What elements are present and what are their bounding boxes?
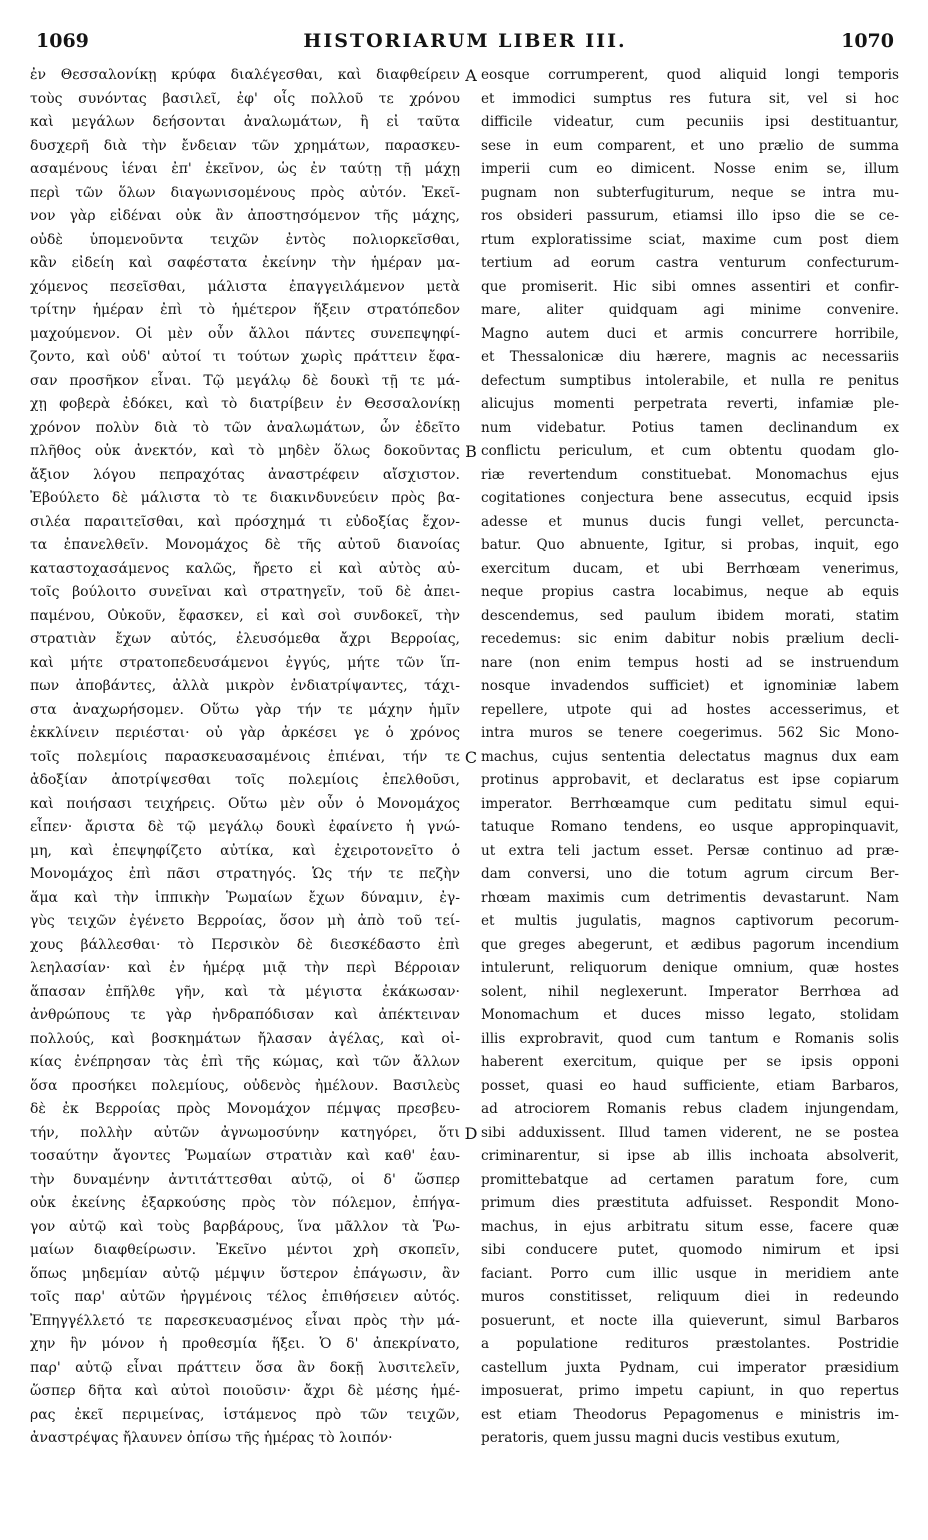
latin-text-line: nosque invadendos sufficiet) et ignominiæ labem — [481, 678, 899, 694]
latin-text-line: num videbatur. Potius tamen declinandum ex — [481, 419, 899, 436]
section-marker-b: B — [465, 442, 477, 461]
greek-text-line: μαχούμενον. Οἱ μὲν οὖν ἄλλοι πάντες συνεπεψηφί- — [30, 325, 460, 342]
latin-text-line: imperii cum eo dimicent. Nosse enim se, illum — [481, 161, 899, 177]
greek-text-line: καὶ ποιήσασι τειχήρεις. Οὕτω μὲν οὖν ὁ Μονομάχος — [30, 795, 460, 812]
latin-text-line: machus, in ejus arbitratu situm esse, facere quæ — [481, 1218, 899, 1235]
latin-text-line: sibi adduxissent. Illud tamen viderent, ne se postea — [481, 1124, 899, 1141]
latin-text-line: pugnam non subterfugiturum, neque se intra mu- — [481, 184, 899, 201]
greek-text-line: πλῆθος οὐκ ἀνεκτόν, καὶ τὸ μηδὲν ὅλως δοκοῦντας — [30, 443, 460, 459]
greek-text-line: στα ἀναχωρήσομεν. Οὕτω γὰρ τήν τε μάχην ἡμῖν — [30, 701, 460, 718]
greek-text-line: δυσχερῆ διὰ τὴν ἔνδειαν τῶν χρημάτων, παρασκευ- — [30, 137, 460, 154]
latin-text-line: descendemus, sed paulum ibidem morati, statim — [481, 607, 899, 624]
greek-text-line: τοῖς παρ' αὐτῶν ἠργμένοις τέλος ἐπιθήσειεν αὐτός. — [30, 1289, 460, 1305]
greek-text-line: εἶπεν· ἄριστα δὲ τῷ μεγάλῳ δουκὶ ἐφαίνετο ἡ γνώ- — [30, 819, 460, 835]
greek-text-line: καὶ μεγάλων δεήσονται ἀναλωμάτων, ἢ εἰ ταῦτα — [30, 114, 460, 130]
latin-text-line: sese in eum comparent, et uno prælio de summa — [481, 137, 899, 154]
latin-text-line: solent, nihil neglexerunt. Imperator Berrhœa ad — [481, 983, 899, 1000]
latin-text-line: posuerunt, et nocte illa quieverunt, simul Barbaros — [481, 1312, 899, 1329]
greek-text-line: ἄξιον λόγου πεπραχότας ἀναστρέφειν αἴσχιστον. — [30, 466, 460, 483]
greek-text-line: τρίτην ἡμέραν ἐπὶ τὸ ἡμέτερον ἥξειν στρατόπεδον — [30, 302, 460, 318]
section-marker-d: D — [464, 1124, 478, 1143]
greek-text-line: οὐκ ἐκείνης ἐξαρκούσης πρὸς τὸν πόλεμον, ἐπήγα- — [30, 1195, 460, 1211]
greek-text-line: μη, καὶ ἐπεψηφίζετο αὐτίκα, καὶ ἐχειροτονεῖτο ὁ — [30, 842, 460, 859]
latin-text-line: que greges abegerunt, et ædibus pagorum incendium — [481, 936, 899, 953]
greek-text-line: νον γὰρ εἰδέναι οὐκ ἂν ἀποστησόμενον τῆς μάχης, — [30, 208, 460, 224]
latin-text-line: defectum sumptibus intolerabile, et nulla re penitus — [481, 372, 899, 389]
latin-text-line: exercitum ducam, et ubi Berrhœam venerimus, — [481, 560, 899, 577]
greek-text-line: ρας ἐκεῖ περιμείνας, ἱστάμενος πρὸ τῶν τειχῶν, — [30, 1406, 460, 1423]
greek-text-line: Μονομάχος ἐπὶ πᾶσι στρατηγός. Ὡς τήν τε πεζὴν — [30, 866, 460, 882]
latin-text-line: rtum exploratissime sciat, maxime cum post diem — [481, 231, 899, 248]
page-header — [36, 30, 894, 60]
greek-text-line: παμένου, Οὐκοῦν, ἔφασκεν, εἰ καὶ σοὶ συνδοκεῖ, τὴν — [30, 607, 460, 624]
latin-text-line: haberent exercitum, quique per se ipsis opponi — [481, 1054, 899, 1070]
latin-text-line: que promiserit. Hic sibi omnes assentiri et confir- — [481, 278, 899, 295]
greek-text-line: μαίων διαφθείρωσιν. Ἐκεῖνο μέντοι χρὴ σκοπεῖν, — [30, 1242, 460, 1258]
greek-text-line: καταστοχασάμενος καλῶς, ἤρετο εἰ καὶ αὐτὸς αὐ- — [30, 560, 460, 577]
running-title: HISTORIARUM LIBER III. — [303, 30, 627, 52]
greek-text-line: ἀναστρέψας ἤλαυνεν ὀπίσω τῆς ἡμέρας τὸ λοιπόν· — [30, 1430, 393, 1446]
greek-text-line: ἐν Θεσσαλονίκῃ κρύφα διαλέγεσθαι, καὶ διαφθείρειν — [30, 67, 460, 83]
greek-text-column — [30, 64, 460, 1451]
latin-text-line: primum dies præstituta adfuisset. Respondit Mono- — [481, 1195, 899, 1211]
latin-text-line: alicujus momenti perpetrata reverti, infamiæ ple- — [481, 396, 899, 412]
greek-text-line: πολλούς, καὶ βοσκημάτων ἤλασαν ἀγέλας, καὶ οἰ- — [30, 1030, 460, 1047]
greek-text-line: τὴν δυναμένην ἀντιτάττεσθαι αὐτῷ, οἱ δ' ὥσπερ — [30, 1171, 460, 1188]
greek-text-line: Ἐβούλετο δὲ μάλιστα τὸ τε διακινδυνεύειν πρὸς βα- — [30, 490, 460, 506]
greek-text-line: τήν, πολλὴν αὐτῶν ἀγνωμοσύνην κατηγόρει, ὅτι — [30, 1124, 460, 1141]
greek-text-line: τοὺς συνόντας βασιλεῖ, ἐφ' οἷς πολλοῦ τε χρόνου — [30, 90, 460, 107]
greek-text-line: οὐδὲ ὑπομενοῦντα τειχῶν ἐντὸς πολιορκεῖσθαι, — [30, 231, 460, 248]
left-page-number: 1069 — [36, 30, 89, 52]
latin-text-line: intulerunt, reliquorum denique omnium, quæ hostes — [481, 960, 899, 976]
latin-text-line: conflictu periculum, et cum obtentu quodam glo- — [481, 443, 899, 459]
latin-text-line: neque propius castra locabimus, neque ab equis — [481, 584, 899, 600]
latin-text-line: promittebatque ad certamen paratum fore, cum — [481, 1171, 899, 1188]
latin-text-line: ros obsideri passurum, etiamsi illo ipso die se ce- — [481, 208, 899, 224]
greek-text-line: ἀνθρώπους τε γὰρ ἠνδραπόδισαν καὶ ἀπέκτειναν — [30, 1007, 460, 1023]
right-page-number: 1070 — [841, 30, 894, 52]
latin-text-line: machus, cujus sententia delectatus magnus dux eam — [481, 748, 899, 765]
greek-text-line: τοῖς βούλοιτο συνεῖναι καὶ στρατηγεῖν, τοῦ δὲ ἀπει- — [30, 584, 460, 600]
latin-text-line: tatuque Romano tendens, eo usque appropinquavit, — [481, 819, 899, 835]
section-marker-c: C — [464, 748, 478, 767]
latin-text-line: a populatione redituros præstolantes. Postridie — [481, 1336, 899, 1352]
latin-text-line: ad atrociorem Romanis rebus cladem injungendam, — [481, 1101, 899, 1117]
latin-text-line: Magno autem duci et armis concurrere horribile, — [481, 325, 899, 342]
greek-text-line: ἐκκλίνειν περιέσται· οὐ γὰρ ἀρκέσει γε ὁ χρόνος — [30, 725, 460, 741]
latin-text-line: castellum juxta Pydnam, cui imperator præsidium — [481, 1359, 899, 1376]
greek-text-line: τοσαύτην ἄγοντες Ῥωμαίων στρατιὰν καὶ καθ' ἑαυ- — [30, 1148, 460, 1164]
greek-text-line: γὺς τειχῶν ἐγένετο Βερροίας, ὅσον μὴ ἀπὸ τοῦ τεί- — [30, 913, 460, 929]
greek-text-line: τα ἐπανελθεῖν. Μονομάχος δὲ τῆς αὐτοῦ διανοίας — [30, 537, 460, 553]
latin-text-line: Monomachum et duces misso legato, stolidam — [481, 1007, 899, 1023]
greek-text-line: γον αὐτῷ καὶ τοὺς βαρβάρους, ἵνα μᾶλλον τὰ Ῥω- — [30, 1218, 460, 1235]
latin-text-line: mare, aliter quidquam agi minime convenire. — [481, 302, 899, 318]
greek-text-line: ὅσα προσήκει πολεμίους, οὐδενὸς ἠμέλουν. Βασιλεὺς — [30, 1077, 460, 1094]
greek-text-line: χῃ φοβερὰ ἐδόκει, καὶ τὸ διατρίβειν ἐν Θεσσαλονίκῃ — [30, 396, 460, 412]
latin-text-line: peratoris, quem jussu magni ducis vestibus exutum, — [481, 1430, 841, 1446]
greek-text-line: χην ἣν μόνον ἡ προθεσμία ἥξει. Ὁ δ' ἀπεκρίνατο, — [30, 1336, 460, 1352]
latin-text-line: protinus approbavit, et declaratus est ipse copiarum — [481, 772, 899, 788]
greek-text-line: πων ἀποβάντες, ἀλλὰ μικρὸν ἐνδιατρίψαντες, τάχι- — [30, 678, 460, 694]
latin-text-line: sibi conducere putet, quomodo nimirum et ipsi — [481, 1242, 899, 1258]
greek-text-line: Ἐπηγγέλλετό τε παρεσκευασμένος εἶναι πρὸς τὴν μά- — [30, 1312, 460, 1329]
latin-text-line: adesse et munus ducis fungi vellet, percuncta- — [481, 513, 899, 530]
greek-text-line: ἅπασαν ἐπῆλθε γῆν, καὶ τὰ μέγιστα ἐκάκωσαν· — [30, 983, 460, 1000]
greek-text-line: ασαμένους ἰέναι ἐπ' ἐκεῖνον, ὡς ἐν ταύτῃ τῇ μάχῃ — [30, 161, 460, 177]
greek-text-line: ἀδοξίαν ἀποτρίψεσθαι τοῖς πολεμίοις ἐπελθοῦσι, — [30, 772, 460, 788]
greek-text-line: παρ' αὐτῷ εἶναι πράττειν ὅσα ἂν δοκῇ λυσιτελεῖν, — [30, 1359, 460, 1376]
latin-text-line: rhœam maximis cum detrimentis devastarunt. Nam — [481, 889, 899, 906]
latin-text-line: illis exprobravit, quod cum tantum e Romanis solis — [481, 1030, 899, 1047]
latin-text-line: difficile videatur, cum pecuniis ipsi destituantur, — [481, 114, 899, 130]
greek-text-line: χρόνον πολὺν διὰ τὸ τῶν ἀναλωμάτων, ὧν ἐδεῖτο — [30, 419, 460, 436]
greek-text-line: κίας ἐνέπρησαν τὰς ἐπὶ τῆς κώμας, καὶ τῶν ἄλλων — [30, 1054, 460, 1070]
latin-text-line: imperator. Berrhœamque cum peditatu simul equi- — [481, 795, 899, 812]
section-marker-a: A — [465, 66, 477, 85]
latin-text-line: muros constitisset, reliquum diei in redeundo — [481, 1289, 899, 1305]
greek-text-line: σιλέα παραιτεῖσθαι, καὶ πρόσχημά τι εὐδοξίας ἔχον- — [30, 513, 460, 530]
greek-text-line: χόμενος πεσεῖσθαι, μάλιστα ἐπαγγειλάμενον μετὰ — [30, 278, 460, 295]
greek-text-line: ζοντο, καὶ οὐδ' αὐτοί τι τούτων χωρὶς πράττειν ἔφα- — [30, 349, 460, 365]
latin-text-line: est etiam Theodorus Pepagomenus e ministris im- — [481, 1406, 899, 1423]
latin-text-line: criminarentur, si ipse ab illis inchoata absolverit, — [481, 1148, 899, 1164]
latin-text-line: intra muros se tenere coegerimus. 562 Sic Mono- — [481, 725, 899, 741]
greek-text-line: δὲ ἐκ Βερροίας πρὸς Μονομάχον πέμψας πρεσβευ- — [30, 1101, 460, 1117]
latin-text-line: et immodici sumptus res futura sit, vel si hoc — [481, 90, 899, 107]
greek-text-line: περὶ τῶν ὅλων διαγωνισομένους πρὸς αὐτόν. Ἐκεῖ- — [30, 184, 460, 201]
greek-text-line: κἂν εἰδείη καὶ σαφέστατα ἐκείνην τὴν ἡμέραν μα- — [30, 255, 460, 271]
greek-text-line: λεηλασίαν· καὶ ἐν ἡμέρᾳ μιᾷ τὴν περὶ Βέρροιαν — [30, 960, 460, 976]
latin-text-column — [481, 64, 899, 1451]
latin-text-line: posset, quasi eo haud sufficiente, etiam Barbaros, — [481, 1077, 899, 1094]
latin-text-line: faciant. Porro cum illic usque in meridiem ante — [481, 1265, 899, 1282]
greek-text-line: ὅπως μηδεμίαν αὐτῷ μέμψιν ὕστερον ἐπάγωσιν, ἂν — [30, 1265, 460, 1282]
latin-text-line: et multis jugulatis, magnos captivorum pecorum- — [481, 913, 899, 929]
greek-text-line: ὥσπερ δῆτα καὶ αὐτοὶ ποιοῦσιν· ἄχρι δὲ μέσης ἡμέ- — [30, 1383, 460, 1399]
latin-text-line: dam conversi, uno die totum agrum circum Ber- — [481, 866, 899, 882]
latin-text-line: ut extra teli jactum esset. Persæ continuo ad præ- — [481, 842, 899, 859]
greek-text-line: καὶ μήτε στρατοπεδευσάμενοι ἐγγύς, μήτε τῶν ἵπ- — [30, 654, 460, 671]
latin-text-line: nare (non enim tempus hosti ad se instruendum — [481, 654, 899, 671]
latin-text-line: eosque corrumperent, quod aliquid longi temporis — [481, 67, 899, 83]
greek-text-line: τοῖς πολεμίοις παρασκευασαμένοις ἐπιέναι, τήν τε — [30, 748, 460, 765]
latin-text-line: riæ revertendum constituebat. Monomachus ejus — [481, 466, 899, 483]
greek-text-line: ἅμα καὶ τὴν ἱππικὴν Ῥωμαίων ἔχων δύναμιν, ἐγ- — [30, 889, 460, 906]
greek-text-line: χους βάλλεσθαι· τὸ Περσικὸν δὲ διεσκέδαστο ἐπὶ — [30, 936, 460, 953]
latin-text-line: imposuerat, primo impetu capiunt, in quo repertus — [481, 1383, 899, 1399]
greek-text-line: σαν προσῆκον εἶναι. Τῷ μεγάλῳ δὲ δουκὶ τῇ τε μά- — [30, 372, 460, 389]
latin-text-line: recedemus: sic enim dabitur nobis prælium decli- — [481, 631, 899, 647]
latin-text-line: batur. Quo abnuente, Igitur, si probas, inquit, ego — [481, 537, 899, 553]
latin-text-line: cogitationes conjectura bene assecutus, ecquid ipsis — [481, 490, 899, 506]
greek-text-line: στρατιὰν ἔχων αὐτός, ἐλευσόμεθα ἄχρι Βερροίας, — [30, 631, 460, 647]
latin-text-line: et Thessalonicæ diu hærere, magnis ac necessariis — [481, 349, 899, 365]
latin-text-line: tertium ad eorum castra venturum confecturum- — [481, 255, 899, 271]
latin-text-line: repellere, utpote qui ad hostes accesserimus, et — [481, 701, 899, 718]
